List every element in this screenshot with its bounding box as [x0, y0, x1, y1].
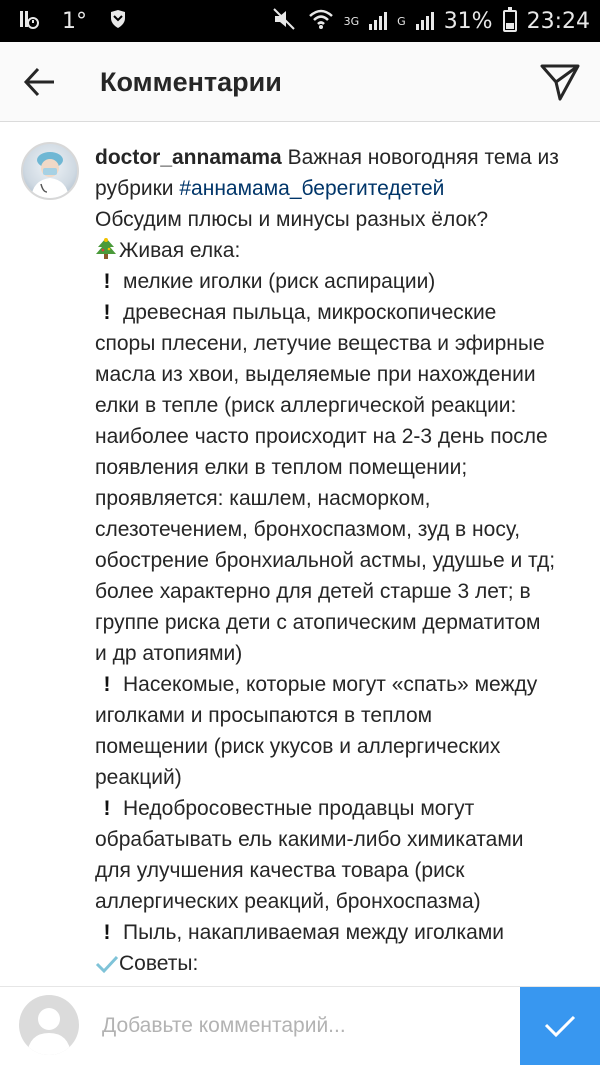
comment-line	[95, 142, 585, 173]
post-comment-button[interactable]	[520, 987, 600, 1065]
comment-line	[95, 824, 585, 855]
exclamation-icon: !	[103, 270, 111, 293]
comment-line	[95, 204, 585, 235]
comment-line-text: споры плесени, летучие вещества и эфирные	[95, 332, 545, 355]
comment-line-text: иголками и просыпаются в теплом	[95, 704, 433, 727]
comment-line	[95, 917, 585, 948]
comment-line-text: Важная новогодняя тема из	[287, 146, 559, 169]
comment-line	[95, 607, 585, 638]
comment-line-text: проявляется: кашлем, насморком,	[95, 487, 431, 510]
comment-line-text: древесная пыльца, микроскопические	[123, 301, 497, 324]
comment-line-text: обострение бронхиальной астмы, удушье и тд;	[95, 549, 556, 572]
mute-icon	[272, 7, 298, 36]
comment-line	[95, 359, 585, 390]
comment-line	[95, 545, 585, 576]
christmas-tree-icon	[95, 237, 117, 261]
gallery-icon	[18, 8, 40, 35]
comment-line-text: Живая елка:	[119, 239, 241, 262]
comment-line-text: мелкие иголки (риск аспирации)	[123, 270, 436, 293]
comment-line	[95, 886, 585, 917]
temperature-indicator: 1°	[62, 8, 87, 34]
comment-line-text: рубрики	[95, 177, 180, 200]
comment-line	[95, 452, 585, 483]
comment-line	[95, 297, 585, 328]
comment	[0, 122, 600, 986]
comment-line	[95, 514, 585, 545]
check-icon	[540, 1033, 580, 1048]
comment-line-text: группе риска дети с атопическим дерматитом	[95, 611, 541, 634]
comment-line-text: Недобросовестные продавцы могут	[123, 797, 475, 820]
comment-line-text: реакций)	[95, 766, 182, 789]
comment-line	[95, 731, 585, 762]
comment-input-bar	[0, 986, 600, 1065]
comment-line	[95, 576, 585, 607]
network-type-label: 3G	[343, 14, 360, 28]
comment-line-text: Обсудим плюсы и минусы разных ёлок?	[95, 208, 489, 231]
comment-line	[95, 793, 585, 824]
comment-line	[95, 483, 585, 514]
comment-line-text: Пыль, накапливаемая между иголками	[123, 921, 505, 944]
comment-line-text: масла из хвои, выделяемые при нахождении	[95, 363, 536, 386]
comment-line	[95, 948, 585, 979]
hashtag-link[interactable]: #аннамама_берегитедетей	[179, 177, 445, 200]
network-type-label-2: G	[397, 14, 406, 28]
comment-line-text: аллергических реакций, бронхоспазма)	[95, 890, 481, 913]
user-avatar	[19, 995, 79, 1055]
comment-line	[95, 266, 585, 297]
signal-strength-icon	[369, 12, 387, 30]
page-title: Комментарии	[100, 67, 282, 97]
comment-line-text: и др атопиями)	[95, 642, 243, 665]
comment-line-text: помещении (риск укусов и аллергических	[95, 735, 501, 758]
comment-line-text: появления елки в теплом помещении;	[95, 456, 468, 479]
direct-send-icon[interactable]	[540, 62, 580, 102]
comment-line-text: наиболее часто происходит на 2-3 день после	[95, 425, 548, 448]
status-bar	[0, 0, 600, 42]
clock: 23:24	[526, 8, 590, 34]
comment-line-text: елки в тепле (риск аллергической реакции:	[95, 394, 517, 417]
exclamation-icon: !	[103, 797, 111, 820]
comment-line	[95, 855, 585, 886]
comment-line	[95, 700, 585, 731]
comment-input[interactable]	[100, 999, 504, 1053]
comment-line	[95, 173, 585, 204]
comment-line-text: более характерно для детей старше 3 лет; в	[95, 580, 531, 603]
comment-line	[95, 328, 585, 359]
comment-line-text: Насекомые, которые могут «спать» между	[123, 673, 538, 696]
comment-line	[95, 762, 585, 793]
comment-line-text: обрабатывать ель какими-либо химикатами	[95, 828, 524, 851]
comment-line	[95, 669, 585, 700]
comment-line	[95, 638, 585, 669]
author-avatar[interactable]	[21, 142, 79, 200]
comment-line	[95, 421, 585, 452]
exclamation-icon: !	[103, 921, 111, 944]
battery-percent: 31%	[443, 8, 493, 34]
comment-line-text: Советы:	[119, 952, 199, 975]
comments-header	[0, 42, 600, 122]
comment-line-text: для улучшения качества товара (риск	[95, 859, 465, 882]
signal-strength-icon-2	[416, 12, 434, 30]
comment-line	[95, 235, 585, 266]
exclamation-icon: !	[103, 673, 111, 696]
comment-line-text: слезотечением, бронхоспазмом, зуд в носу,	[95, 518, 521, 541]
back-arrow-icon[interactable]	[22, 64, 58, 100]
check-mark-icon	[95, 952, 117, 976]
comment-text	[95, 142, 585, 979]
battery-icon	[503, 10, 517, 32]
shield-icon	[109, 9, 127, 34]
comment-line	[95, 390, 585, 421]
wifi-icon	[308, 8, 334, 35]
author-username[interactable]: doctor_annamama	[95, 146, 288, 169]
exclamation-icon: !	[103, 301, 111, 324]
